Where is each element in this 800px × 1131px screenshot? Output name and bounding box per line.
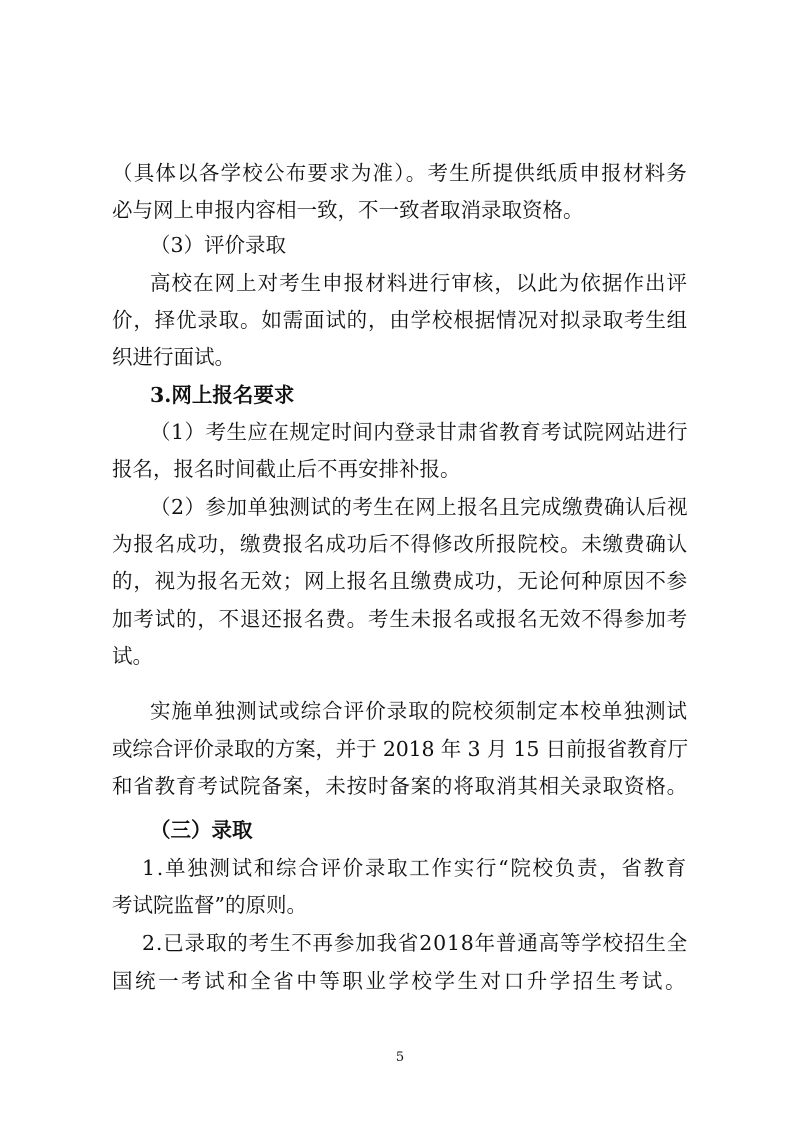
subheading-evaluation-admission: （3）评价录取 (150, 233, 287, 257)
paragraph-line: 价，择优录取。如需面试的，由学校根据情况对拟录取考生组 (112, 308, 688, 332)
page-number: 5 (395, 1050, 405, 1065)
paragraph-line: （具体以各学校公布要求为准）。考生所提供纸质申报材料务 (112, 161, 688, 185)
section-heading-admission: （三）录取 (150, 818, 253, 842)
paragraph-line: 试。 (112, 644, 153, 668)
paragraph-line: 高校在网上对考生申报材料进行审核，以此为依据作出评 (150, 271, 688, 295)
paragraph-line: 实施单独测试或综合评价录取的院校须制定本校单独测试 (150, 699, 688, 723)
paragraph-line: （2）参加单独测试的考生在网上报名且完成缴费确认后视 (150, 495, 688, 519)
paragraph-line: （1）考生应在规定时间内登录甘肃省教育考试院网站进行 (150, 420, 688, 444)
paragraph-line: 考试院监督”的原则。 (112, 893, 307, 917)
paragraph-line: 织进行面试。 (112, 345, 235, 369)
paragraph-line: 加考试的，不退还报名费。考生未报名或报名无效不得参加考 (112, 607, 688, 631)
paragraph-line: 为报名成功，缴费报名成功后不得修改所报院校。未缴费确认 (112, 532, 688, 556)
paragraph-line: 必与网上申报内容相一致，不一致者取消录取资格。 (112, 198, 584, 222)
paragraph-line: 国统一考试和全省中等职业学校学生对口升学招生考试。 (112, 969, 688, 993)
section-heading-online-registration: 3.网上报名要求 (150, 383, 295, 407)
paragraph-line: 的，视为报名无效；网上报名且缴费成功，无论何种原因不参 (112, 569, 688, 593)
paragraph-line: 或综合评价录取的方案，并于 2018 年 3 月 15 日前报省教育厅 (112, 737, 688, 761)
paragraph-line: 2.已录取的考生不再参加我省2018年普通高等学校招生全 (142, 931, 688, 955)
paragraph-line: 报名，报名时间截止后不再安排补报。 (112, 457, 461, 481)
paragraph-line: 和省教育考试院备案，未按时备案的将取消其相关录取资格。 (112, 774, 688, 798)
paragraph-line: 1.单独测试和综合评价录取工作实行“院校负责，省教育 (142, 856, 688, 880)
